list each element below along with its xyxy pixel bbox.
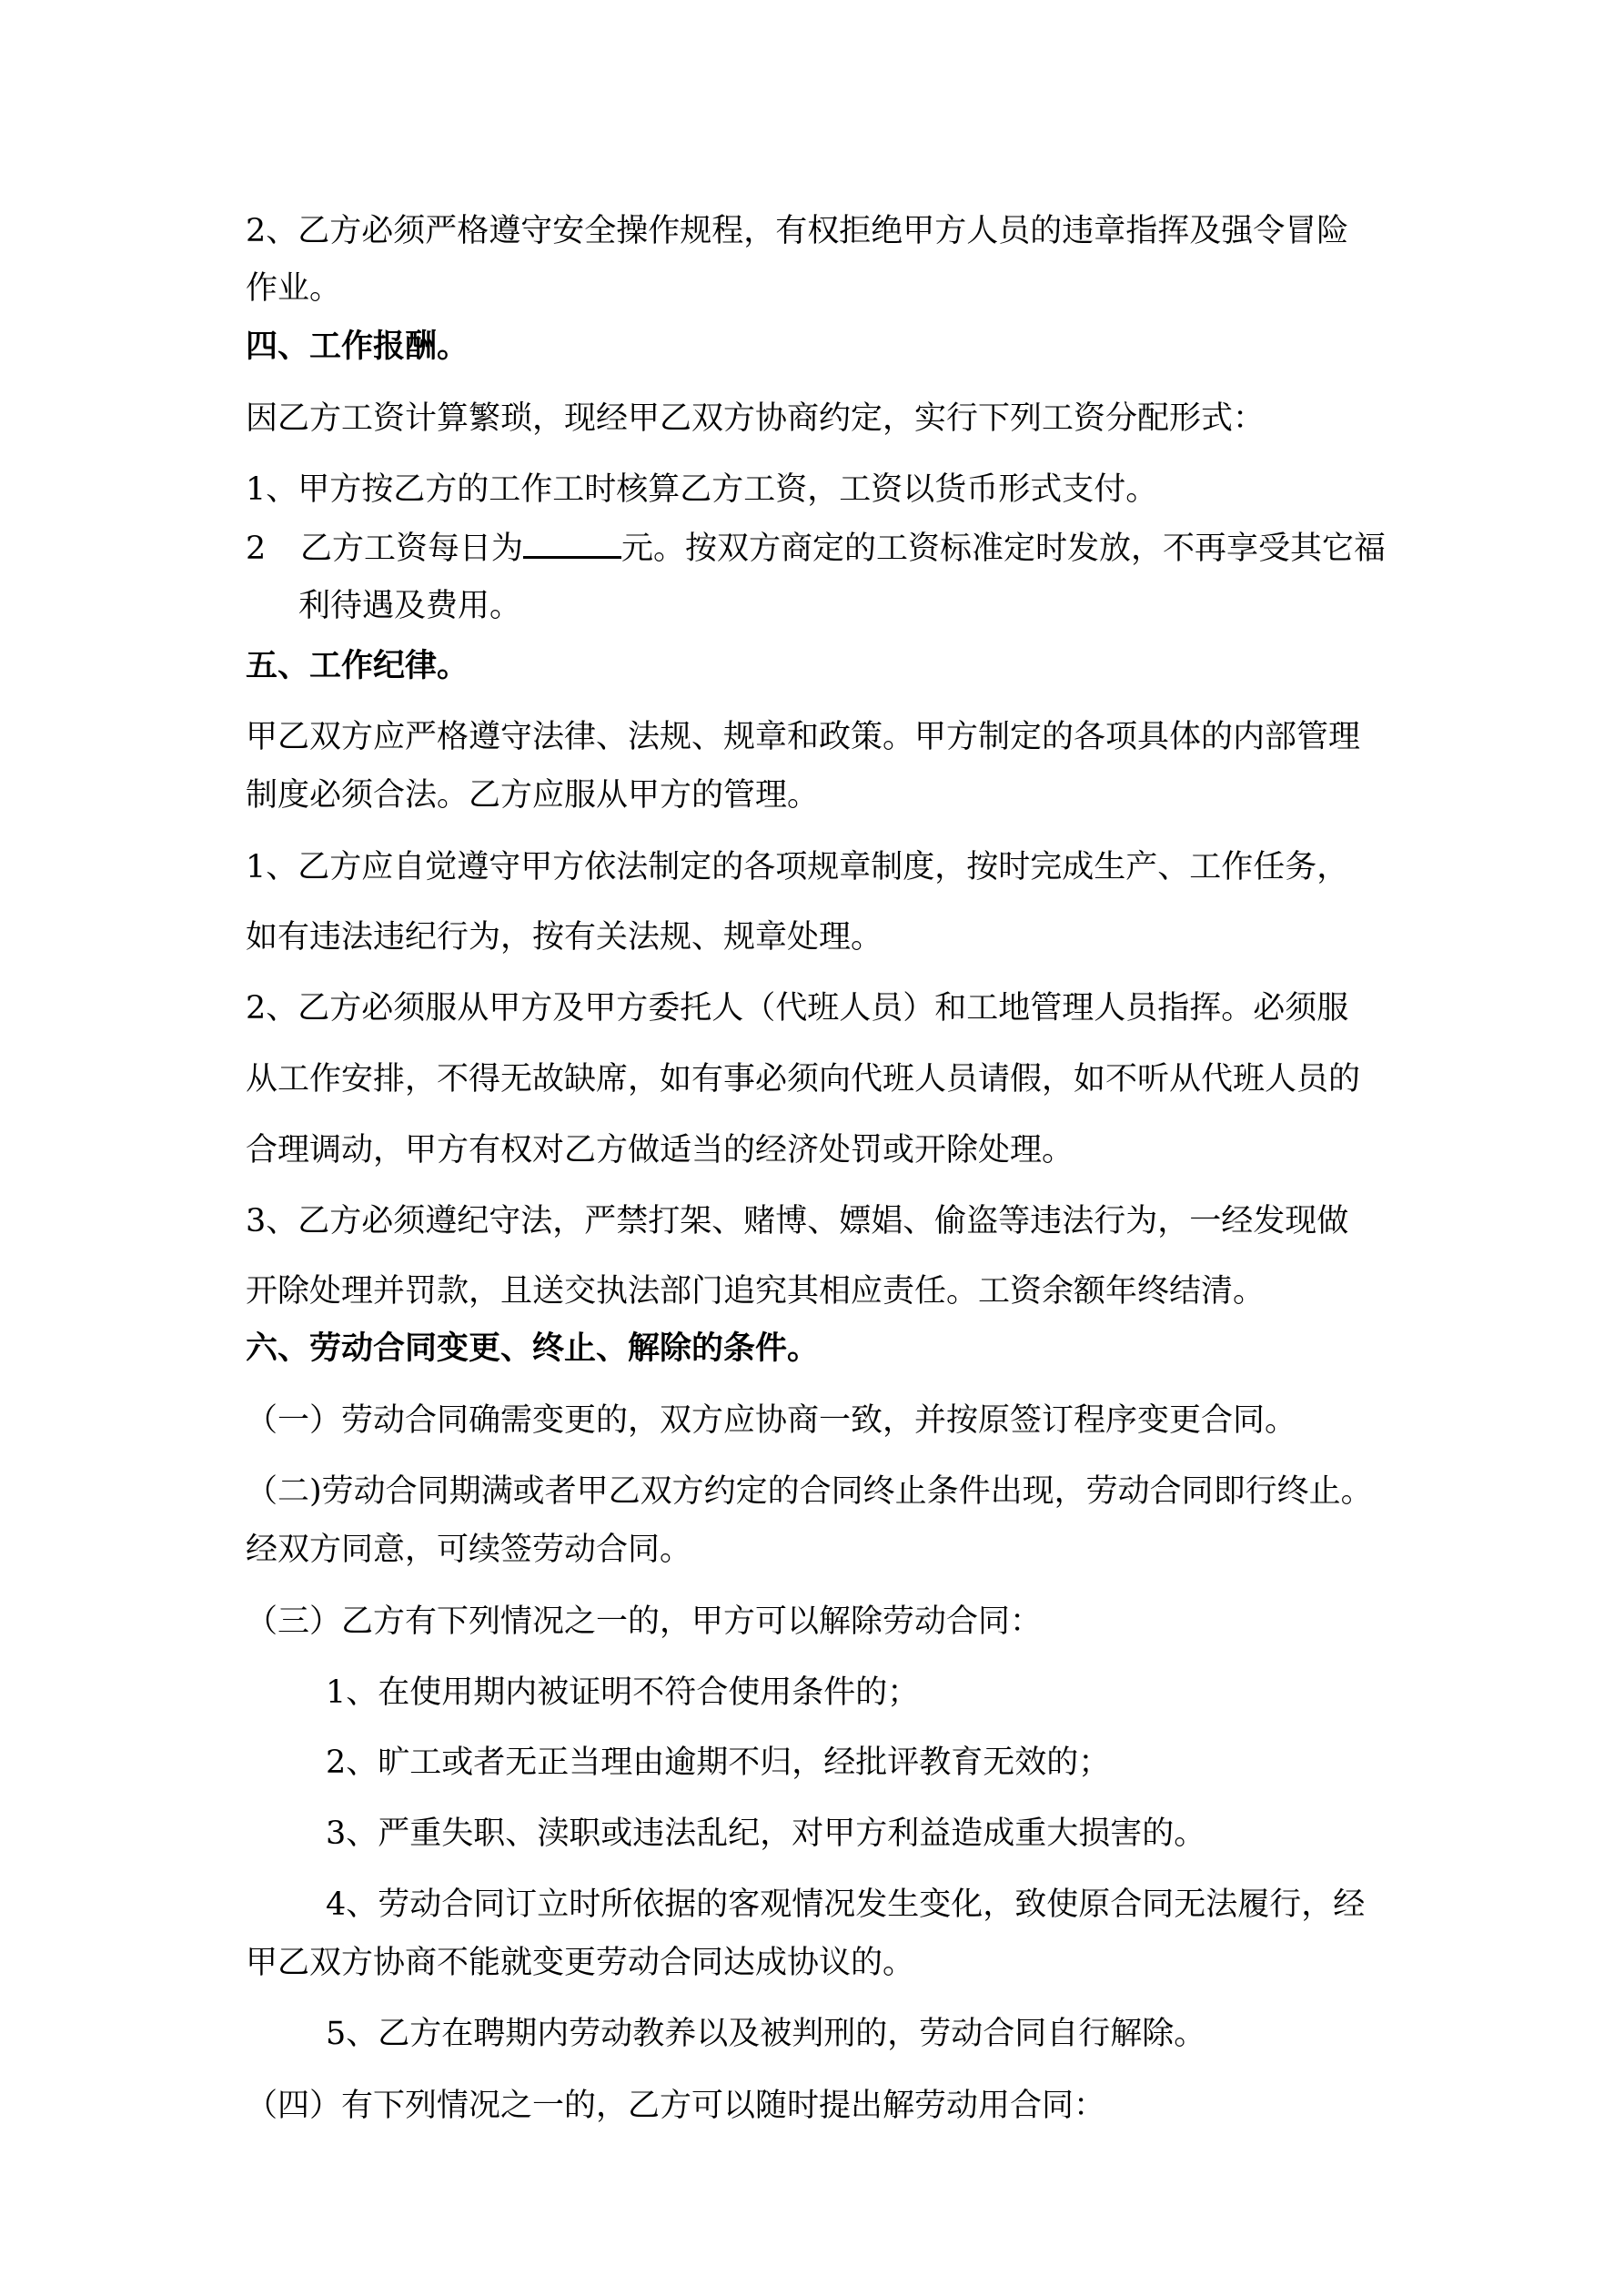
- section-heading-4: 四、工作报酬。: [246, 328, 469, 365]
- section-6-part-3-item-4-line-2: 甲乙双方协商不能就变更劳动合同达成协议的。: [246, 1945, 915, 1981]
- clause-3-item-2-line-1: 2、乙方必须严格遵守安全操作规程，有权拒绝甲方人员的违章指挥及强令冒险: [246, 213, 1349, 249]
- section-heading-5: 五、工作纪律。: [246, 647, 469, 684]
- section-6-part-3-item-5: 5、乙方在聘期内劳动教养以及被判刑的，劳动合同自行解除。: [326, 2016, 1206, 2052]
- clause-3-item-2-line-2: 作业。: [246, 270, 342, 307]
- section-5-item-2-line-1: 2、乙方必须服从甲方及甲方委托人（代班人员）和工地管理人员指挥。必须服: [246, 990, 1349, 1027]
- section-6-part-4: （四）有下列情况之一的，乙方可以随时提出解劳动用合同：: [246, 2088, 1106, 2124]
- section-5-item-1-line-2: 如有违法违纪行为，按有关法规、规章处理。: [246, 919, 883, 956]
- section-5-item-2-line-2: 从工作安排，不得无故缺席，如有事必须向代班人员请假，如不听从代班人员的: [246, 1061, 1361, 1097]
- section-6-part-3-item-1: 1、在使用期内被证明不符合使用条件的；: [326, 1674, 920, 1711]
- wage-text-before-blank: 乙方工资每日为: [300, 531, 524, 567]
- wage-blank-underline: [523, 551, 621, 559]
- section-6-part-2-line-1: （二)劳动合同期满或者甲乙双方约定的合同终止条件出现，劳动合同即行终止。: [246, 1473, 1373, 1510]
- section-5-item-3-line-2: 开除处理并罚款，且送交执法部门追究其相应责任。工资余额年终结清。: [246, 1273, 1266, 1310]
- section-6-part-2-line-2: 经双方同意，可续签劳动合同。: [246, 1532, 692, 1568]
- section-6-part-3-item-2: 2、旷工或者无正当理由逾期不归，经批评教育无效的；: [326, 1745, 1111, 1781]
- section-4-item-1: 1、甲方按乙方的工作工时核算乙方工资，工资以货币形式支付。: [246, 471, 1158, 508]
- section-6-part-3-item-4-line-1: 4、劳动合同订立时所依据的客观情况发生变化，致使原合同无法履行，经: [326, 1886, 1366, 1923]
- section-5-item-1-line-1: 1、乙方应自觉遵守甲方依法制定的各项规章制度，按时完成生产、工作任务，: [246, 849, 1349, 885]
- section-5-intro-line-2: 制度必须合法。乙方应服从甲方的管理。: [246, 777, 820, 814]
- section-4-intro: 因乙方工资计算繁琐，现经甲乙双方协商约定，实行下列工资分配形式：: [246, 400, 1266, 437]
- section-6-part-3: （三）乙方有下列情况之一的，甲方可以解除劳动合同：: [246, 1603, 1043, 1640]
- wage-text-after-blank: 元。按双方商定的工资标准定时发放，不再享受其它福: [621, 531, 1387, 567]
- section-5-intro-line-1: 甲乙双方应严格遵守法律、法规、规章和政策。甲方制定的各项具体的内部管理: [246, 719, 1361, 755]
- section-5-item-2-line-3: 合理调动，甲方有权对乙方做适当的经济处罚或开除处理。: [246, 1132, 1074, 1168]
- section-6-part-3-item-3: 3、严重失职、渎职或违法乱纪，对甲方利益造成重大损害的。: [326, 1816, 1206, 1852]
- section-heading-6: 六、劳动合同变更、终止、解除的条件。: [246, 1330, 820, 1367]
- section-4-item-2-line-2: 利待遇及费用。: [298, 588, 522, 624]
- section-5-item-3-line-1: 3、乙方必须遵纪守法，严禁打架、赌博、嫖娼、偷盗等违法行为，一经发现做: [246, 1203, 1349, 1239]
- section-4-item-2-line-1: [246, 531, 1386, 567]
- section-6-part-1: （一）劳动合同确需变更的，双方应协商一致，并按原签订程序变更合同。: [246, 1402, 1297, 1439]
- item-number: 2: [246, 531, 267, 567]
